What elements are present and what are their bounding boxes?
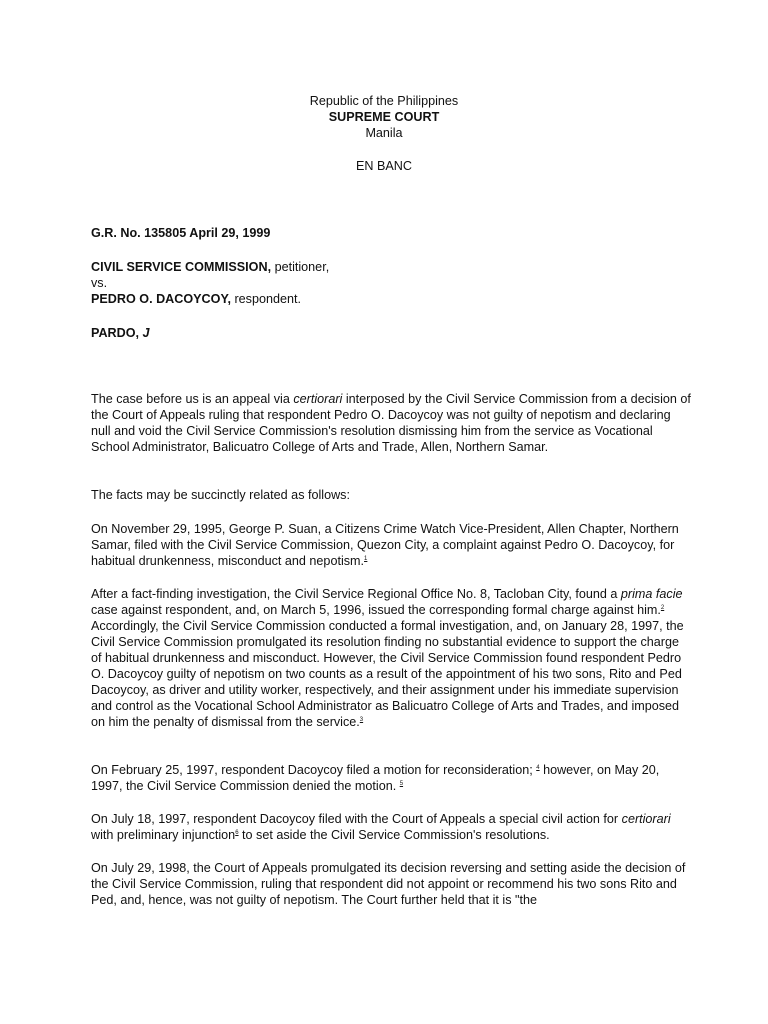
- footnote-link-4[interactable]: 4: [536, 764, 540, 771]
- paragraph-2: The facts may be succinctly related as follows:: [91, 488, 350, 502]
- respondent-name: PEDRO O. DACOYCOY,: [91, 292, 231, 306]
- footnote-link-3[interactable]: 3: [359, 716, 364, 723]
- text: however, on May 20, 1997, the Civil Service Commission denied the motion.: [91, 763, 660, 793]
- ponente-title: J: [142, 326, 150, 340]
- respondent-role: respondent.: [230, 292, 301, 306]
- footnote-link-5[interactable]: 5: [399, 780, 404, 787]
- paragraph-4: [91, 586, 691, 730]
- petitioner-name: CIVIL SERVICE COMMISSION,: [91, 260, 272, 274]
- ponente: [91, 325, 691, 341]
- case-parties: [91, 259, 691, 307]
- paragraph-6: [91, 811, 691, 843]
- footnote-link-6[interactable]: 6: [235, 829, 239, 836]
- text: to set aside the Civil Service Commission's resolutions.: [238, 828, 550, 842]
- text: After a fact-finding investigation, the Civil Service Regional Office No. 8, Tacloban City, found a: [91, 587, 621, 601]
- footnote-link-1[interactable]: 1: [364, 555, 368, 562]
- petitioner-role: petitioner,: [271, 260, 330, 274]
- case-number: G.R. No. 135805 April 29, 1999: [91, 226, 271, 240]
- text: The case before us is an appeal via: [91, 392, 294, 406]
- paragraph-1: [91, 391, 691, 455]
- court-header: [0, 93, 768, 141]
- text: interposed by the Civil Service Commission from a decision of the Court of Appeals ruling that respondent Pedro O. Dacoycoy was not guilty of nepotism and declaring null and void the Civil Service Commission's resolution dismissing him from the service as Vocational School Administrator, Balicuatro College of Arts and Trade, Allen, Northern Samar.: [91, 392, 691, 454]
- ponente-name: PARDO,: [91, 326, 140, 340]
- petitioner-line: [91, 259, 691, 275]
- text: Accordingly, the Civil Service Commission conducted a formal investigation, and, on January 28, 1997, the Civil Service Commission promulgated its resolution finding no substantial evidence to support the charge of habitual drunkenness and misconduct. However, the Civil Service Commission found respondent Pedro O. Dacoycoy guilty of nepotism on two counts as a result of the appointment of his two sons, Rito and Ped Dacoycoy, as driver and utility worker, respectively, and their assignment under his immediate supervision and control as the Vocational School Administrator as Balicuatro College of Arts and Trades, and imposed on him the penalty of dismissal from the service.: [91, 619, 684, 729]
- court-name: SUPREME COURT: [328, 110, 440, 124]
- versus-line: vs.: [91, 276, 108, 290]
- paragraph-7: On July 29, 1998, the Court of Appeals promulgated its decision reversing and setting aside the decision of the Civil Service Commission, ruling that respondent did not appoint or recommend his two sons Rito and Ped, and, hence, was not guilty of nepotism. The Court further held that it is "the: [91, 861, 686, 907]
- italic-term: certiorari: [293, 392, 343, 406]
- court-city: Manila: [365, 126, 403, 140]
- text: On November 29, 1995, George P. Suan, a Citizens Crime Watch Vice-President, Allen Chapter, Northern Samar, filed with the Civil Service Commission, Quezon City, a complaint against Pedro O. Dacoycoy, for habitual drunkenness, misconduct and nepotism.: [91, 522, 679, 568]
- italic-term: prima facie: [620, 587, 683, 601]
- republic-line: Republic of the Philippines: [309, 94, 459, 108]
- text: On February 25, 1997, respondent Dacoycoy filed a motion for reconsideration;: [91, 763, 537, 777]
- text: On July 18, 1997, respondent Dacoycoy filed with the Court of Appeals a special civil action for: [91, 812, 622, 826]
- text: case against respondent, and, on March 5, 1996, issued the corresponding formal charge against him.: [91, 603, 661, 617]
- paragraph-5: [91, 762, 691, 794]
- respondent-line: [91, 291, 691, 307]
- italic-term: certiorari: [621, 812, 671, 826]
- paragraph-3: [91, 521, 691, 569]
- footnote-link-2[interactable]: 2: [660, 604, 665, 611]
- text: with preliminary injunction: [91, 828, 236, 842]
- division-label: EN BANC: [356, 159, 412, 173]
